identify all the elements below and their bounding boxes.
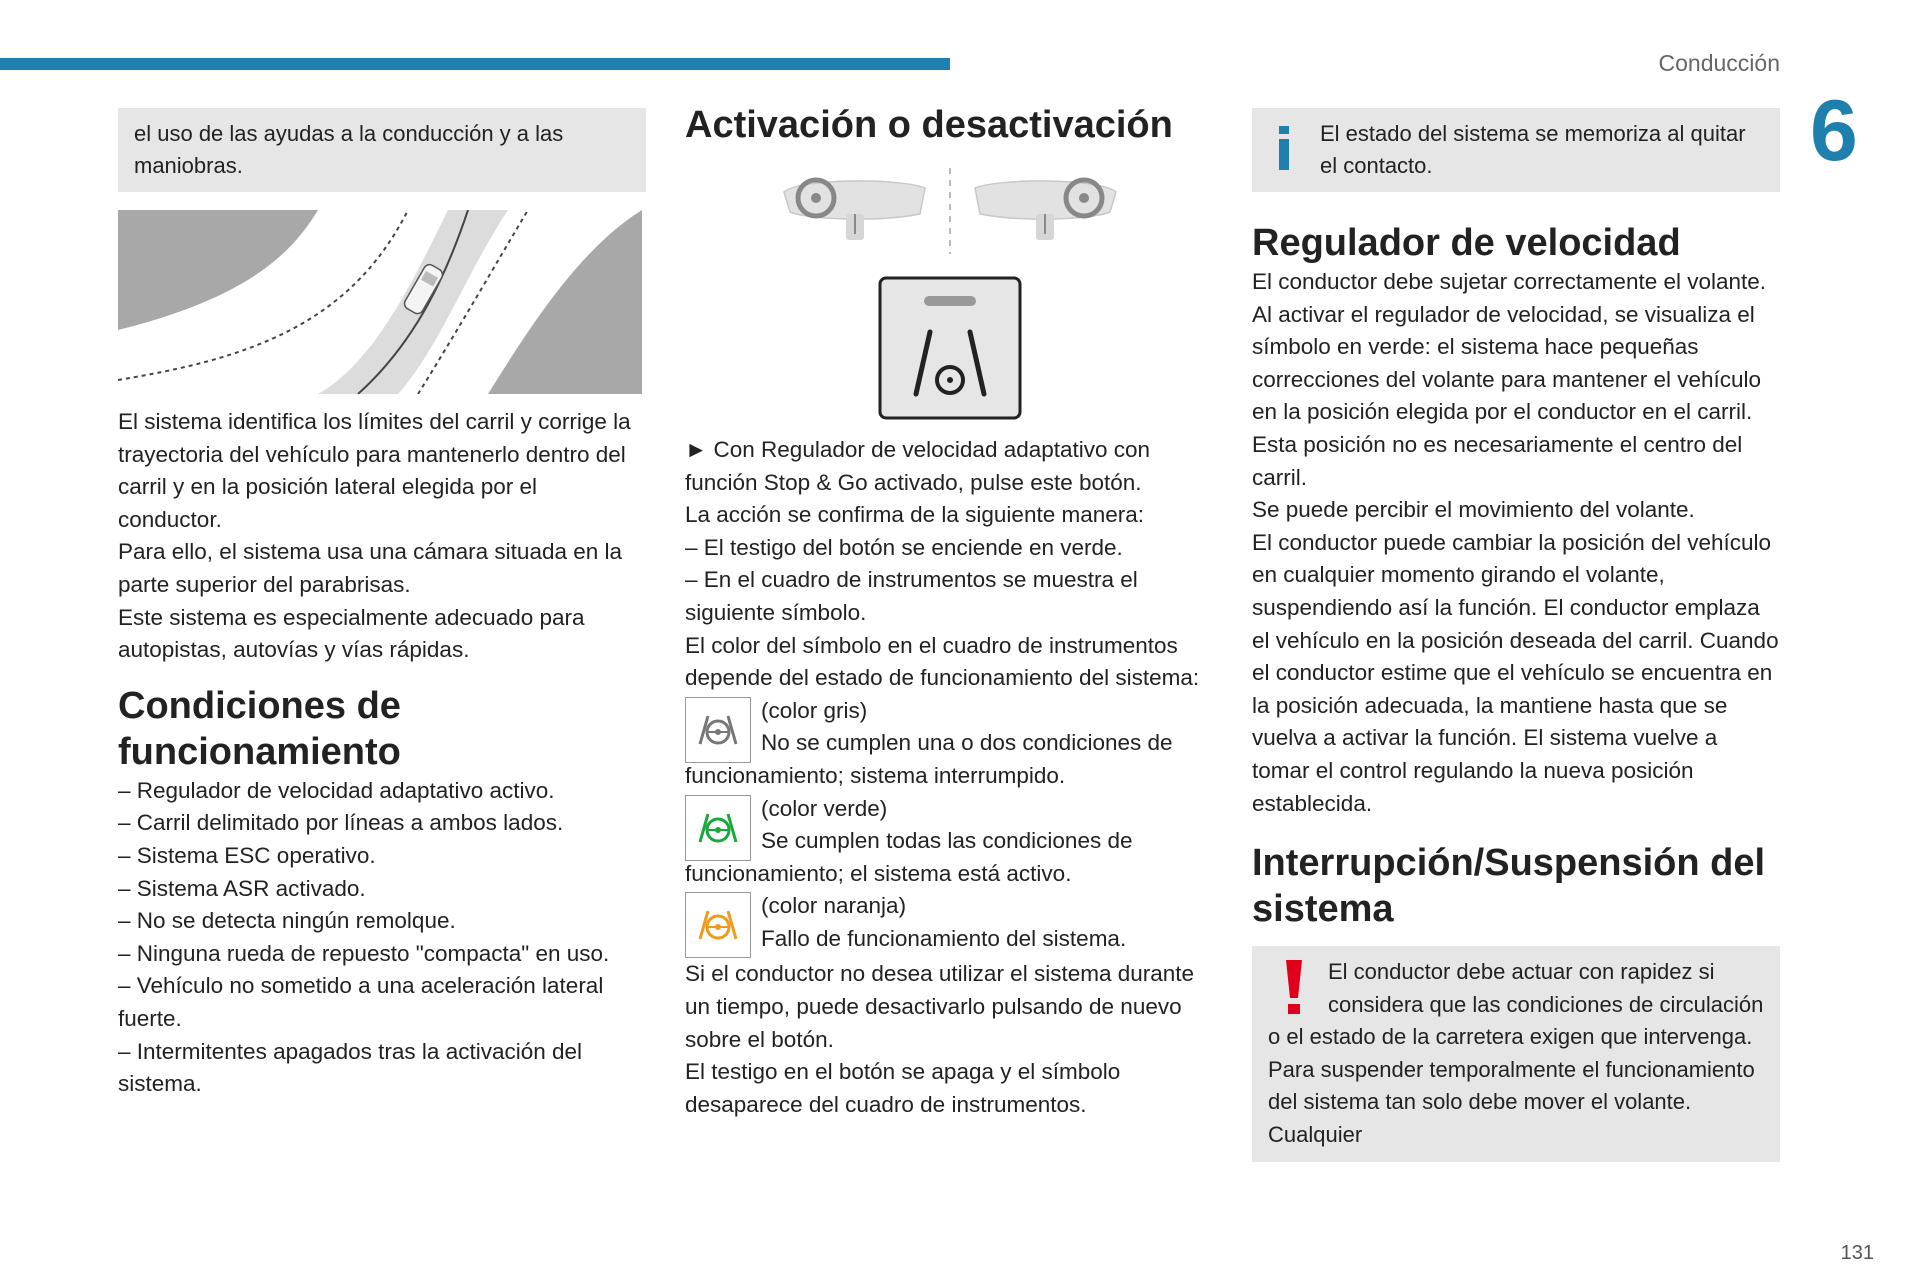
paragraph: El conductor puede cambiar la posición del vehículo en cualquier momento girando el volante, suspendiendo así la función. El conductor emplaza el vehículo en la posición deseada del carril. Cuando el conductor estime que el vehículo se encuentra en la posición adecuada, la mantiene hasta que se vuelva a activar la función. El sistema vuelve a tomar el control regulando la nueva posición establecida. [1252,529,1779,816]
lane-keeping-illustration [118,210,642,394]
paragraph: Si el conductor no desea utilizar el sistema durante un tiempo, puede desactivarlo pulsando de nuevo sobre el botón. [685,961,1195,1052]
warning-exclamation-icon [1274,960,1314,1016]
regulator-text [1252,266,1780,820]
info-note-box [1252,108,1780,192]
symbol-description: Se cumplen todas las condiciones de [761,828,1133,854]
lane-assist-symbol-green-icon [685,795,751,861]
lane-assist-button-icon [878,276,1022,420]
symbol-color-label: (color naranja) [761,893,907,919]
page-number: 131 [1840,1242,1874,1264]
paragraph: ► Con Regulador de velocidad adaptativo con función Stop & Go activado, pulse este botón. [685,437,1151,495]
paragraph: El color del símbolo en el cuadro de instrumentos depende del estado de funcionamiento del sistema: [685,632,1200,691]
column-middle [685,104,1215,1121]
column-right [1252,108,1780,1162]
section-title: Conducción [1658,50,1780,76]
activation-text [685,434,1215,1121]
paragraph: Para ello, el sistema usa una cámara situada en la parte superior del parabrisas. [118,539,623,597]
symbol-description-cont: funcionamiento; el sistema está activo. [685,860,1072,886]
paragraph: – El testigo del botón se enciende en verde. [685,534,1123,560]
heading-activation: Activación o desactivación [685,104,1173,146]
list-item: – No se detecta ningún remolque. [118,908,456,934]
info-icon [1276,126,1292,170]
list-item: – Vehículo no sometido a una aceleración lateral fuerte. [118,973,604,1031]
paragraph: El sistema identifica los límites del carril y corrige la trayectoria del vehículo para mantenerlo dentro del carril y en la posición lateral elegida por el conductor. [118,409,631,532]
conditions-list [118,775,646,1101]
symbol-row-green [685,793,1215,891]
paragraph: El conductor debe sujetar correctamente el volante. [1252,269,1767,294]
symbol-color-label: (color verde) [761,795,888,821]
symbol-description-cont: funcionamiento; sistema interrumpido. [685,762,1066,788]
list-item: – Carril delimitado por líneas a ambos lados. [118,810,564,836]
symbol-row-orange [685,890,1215,958]
symbol-description: No se cumplen una o dos condiciones de [761,730,1173,756]
list-item: – Sistema ESC operativo. [118,842,376,868]
symbol-description: Fallo de funcionamiento del sistema. [761,925,1127,951]
warning-note-text: El conductor debe actuar con rapidez si considera que las condiciones de circulación o el estado de la carretera exigen que intervenga. Para suspender temporalmente el funcionamiento del sistema tan solo debe mover el volante. Cualquier [1268,959,1764,1148]
paragraph: Al activar el regulador de velocidad, se visualiza el símbolo en verde: el sistema hace pequeñas correcciones del volante para mantener el vehículo en la posición elegida por el conductor en el carril. Esta posición no es necesariamente el centro del carril. [1252,301,1762,490]
steering-wheel-location-illustration [780,168,1120,254]
intro-note-box: el uso de las ayudas a la conducción y a las maniobras. [118,108,646,192]
chapter-number: 6 [1810,83,1858,179]
paragraph: Se puede percibir el movimiento del volante. [1252,497,1695,523]
lane-assist-symbol-gray-icon [685,697,751,763]
paragraph: El testigo en el botón se apaga y el símbolo desaparece del cuadro de instrumentos. [685,1059,1121,1117]
list-item: – Ninguna rueda de repuesto "compacta" en uso. [118,940,610,966]
lane-assist-symbol-orange-icon [685,892,751,958]
paragraph: La acción se confirma de la siguiente manera: [685,502,1145,528]
list-item: – Intermitentes apagados tras la activación del sistema. [118,1038,583,1097]
system-description [118,406,646,667]
list-item: – Regulador de velocidad adaptativo activo. [118,777,555,803]
warning-note-box [1252,946,1780,1162]
heading-interruption: Interrupción/Suspensión del sistema [1252,842,1766,931]
column-left [118,108,646,1101]
heading-speed-regulator: Regulador de velocidad [1252,222,1681,264]
paragraph: Este sistema es especialmente adecuado para autopistas, autovías y vías rápidas. [118,604,585,663]
list-item: – Sistema ASR activado. [118,875,366,901]
paragraph: – En el cuadro de instrumentos se muestra el siguiente símbolo. [685,567,1138,625]
symbol-row-gray [685,695,1215,793]
heading-operating-conditions: Condiciones de funcionamiento [118,684,401,773]
info-note-text: El estado del sistema se memoriza al quitar el contacto. [1320,121,1746,178]
header-accent-bar [0,58,950,70]
symbol-color-label: (color gris) [761,697,868,723]
